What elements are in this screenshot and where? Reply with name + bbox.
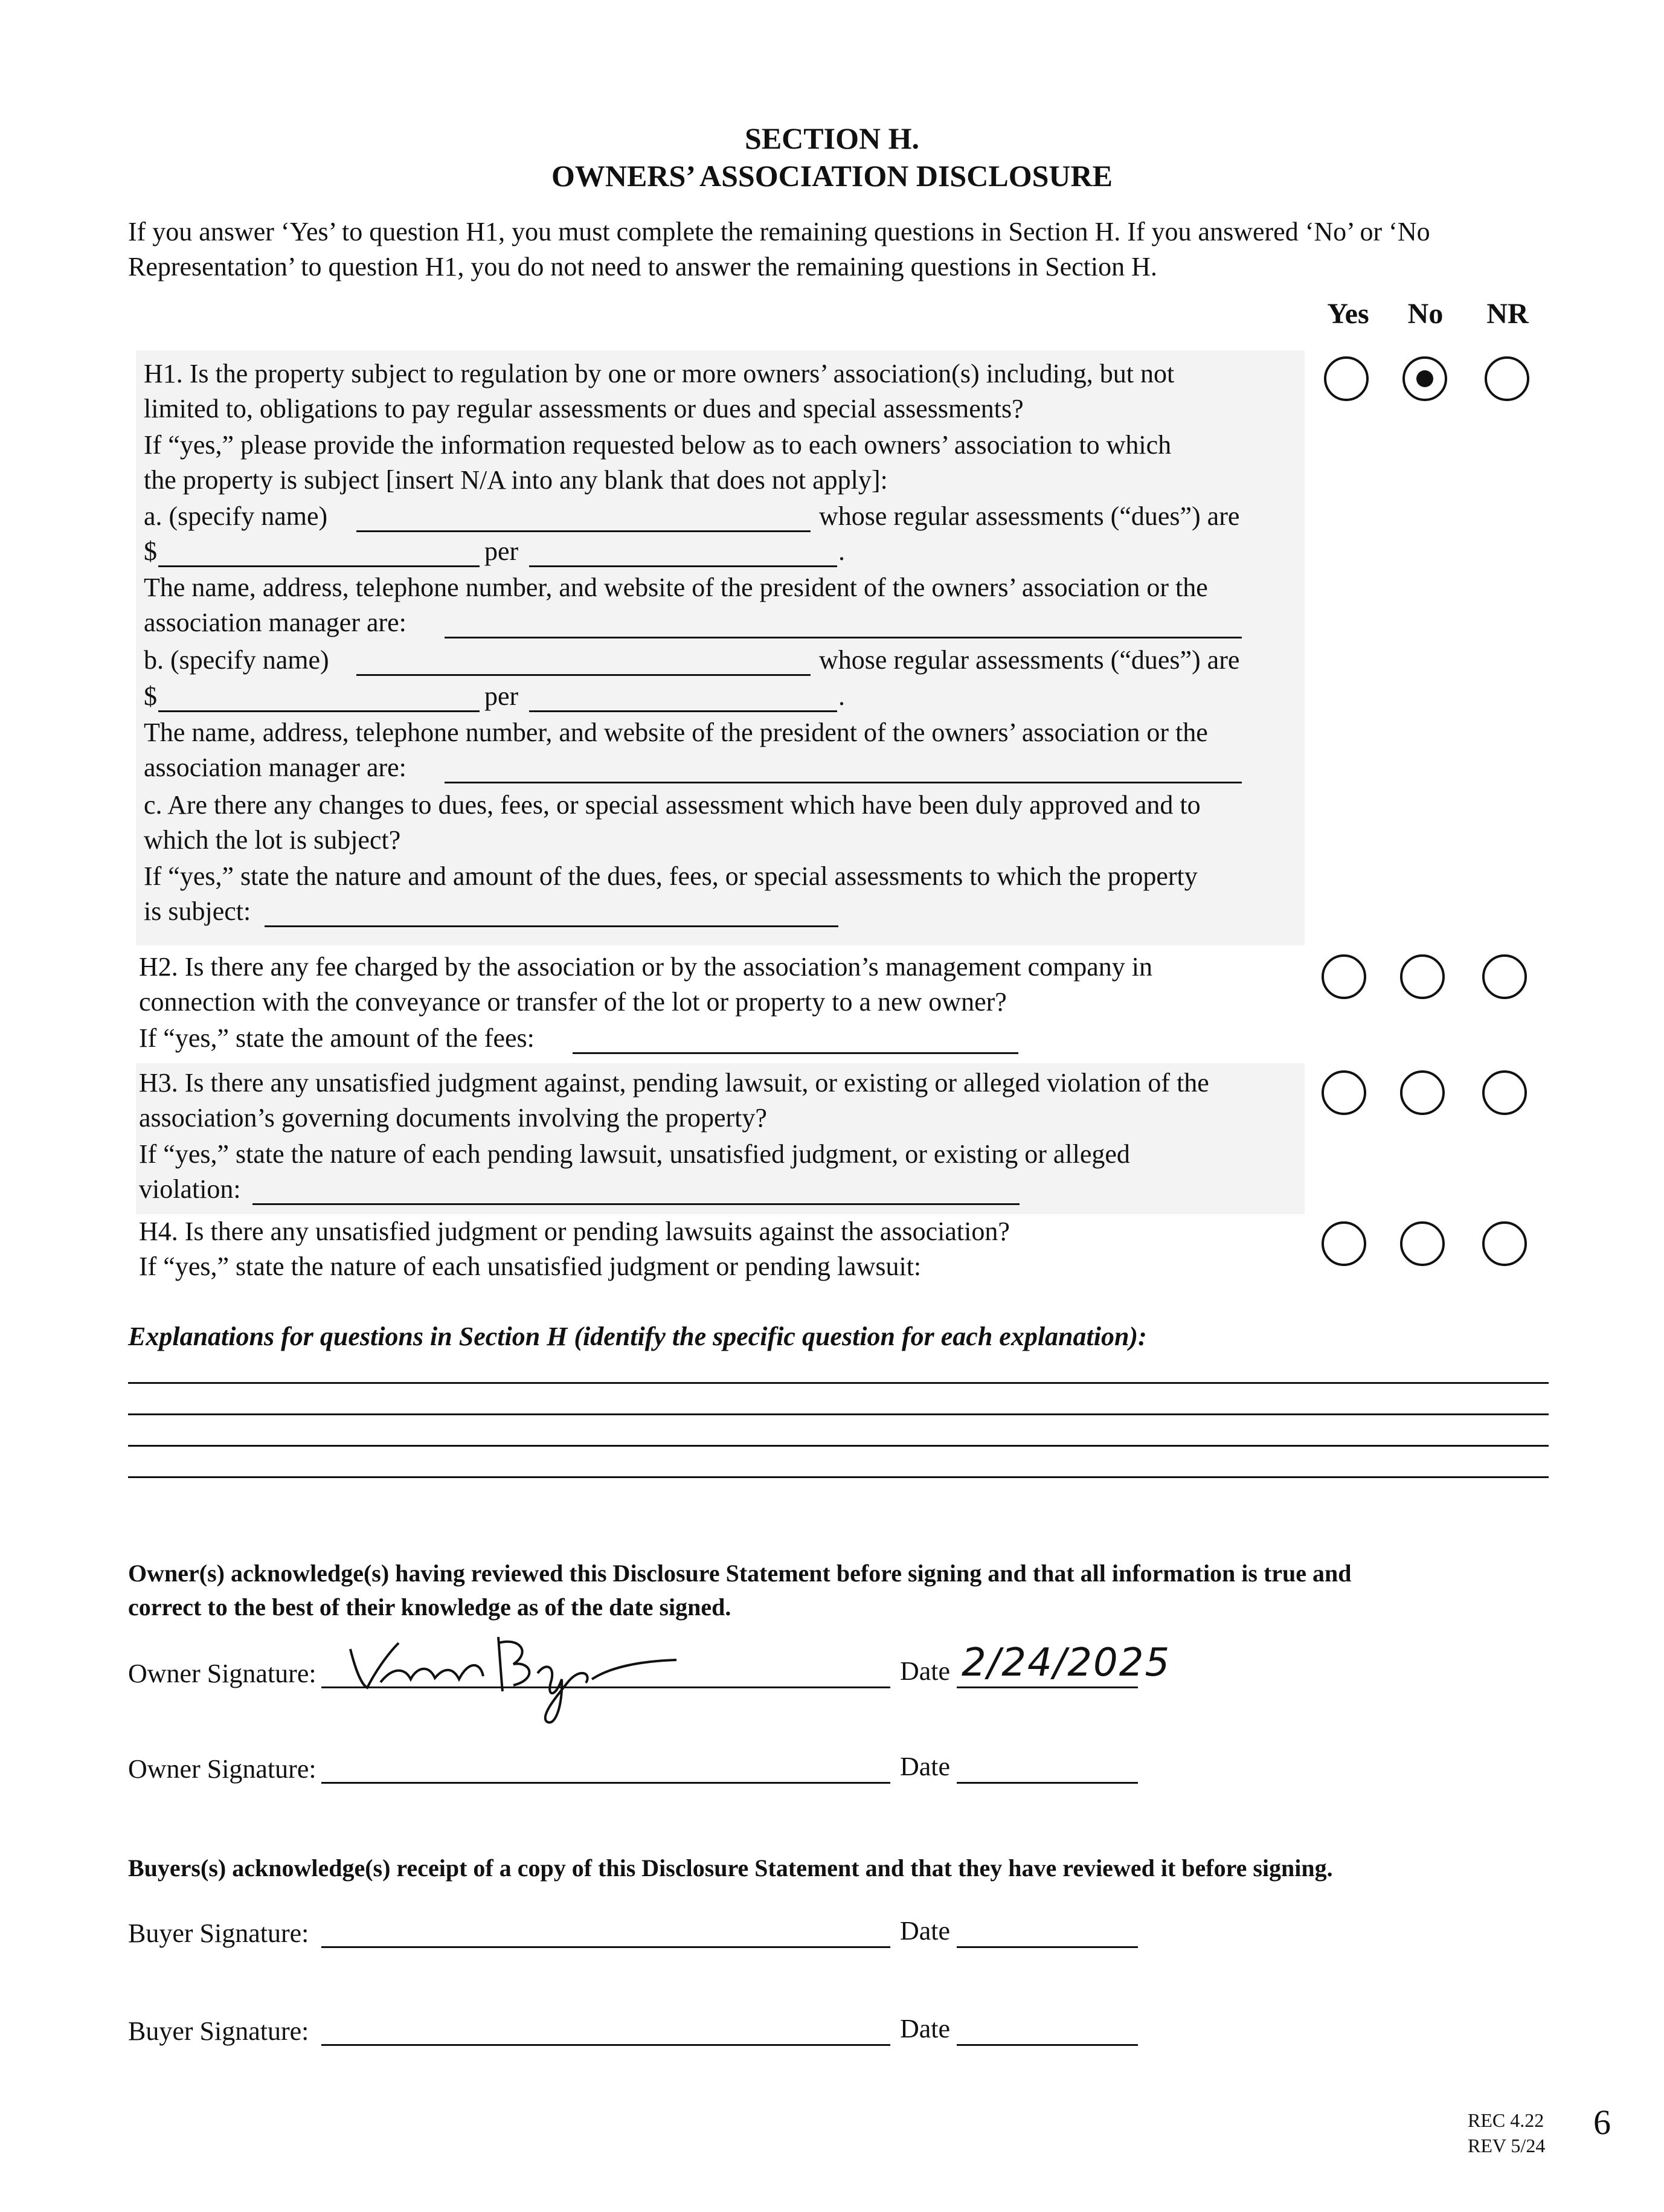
h1-b-name-field[interactable] [356, 674, 811, 676]
h4-no-radio[interactable] [1400, 1221, 1445, 1266]
h3-text-line1: H3. Is there any unsatisfied judgment against, pending lawsuit, or existing or alleged violation of the [139, 1068, 1209, 1098]
h1-b-contact-line1: The name, address, telephone number, and website of the president of the owners’ association or the [144, 718, 1208, 747]
h4-text-line2: If “yes,” state the nature of each unsatisfied judgment or pending lawsuit: [139, 1252, 922, 1281]
h4-nr-radio[interactable] [1482, 1221, 1527, 1266]
h2-text-line3: If “yes,” state the amount of the fees: [139, 1023, 535, 1053]
buyer-date-field-2[interactable] [957, 2044, 1138, 2046]
h1-a-dues-label: whose regular assessments (“dues”) are [819, 501, 1240, 531]
h1-b-per-label: per [484, 681, 519, 711]
owner-signature-label-1: Owner Signature: [128, 1659, 316, 1688]
section-title: SECTION H. [745, 121, 919, 155]
h1-b-period-mark: . [838, 681, 845, 711]
owner-signature-label-2: Owner Signature: [128, 1754, 316, 1784]
h1-a-contact-line1: The name, address, telephone number, and website of the president of the owners’ association or the [144, 573, 1208, 602]
explanations-label: Explanations for questions in Section H (identify the specific question for each explanation): [128, 1322, 1147, 1351]
h1-no-radio[interactable] [1402, 356, 1447, 401]
h1-a-contact-line2: association manager are: [144, 608, 406, 637]
owner-ack-line1: Owner(s) acknowledge(s) having reviewed this Disclosure Statement before signing and that all information is true and [128, 1560, 1352, 1587]
h1-c-line1: c. Are there any changes to dues, fees, or special assessment which have been duly approved and to [144, 790, 1201, 820]
h1-b-period-field[interactable] [529, 710, 837, 712]
h2-text-line1: H2. Is there any fee charged by the association or by the association’s management company in [139, 952, 1152, 982]
h1-a-dollar-sign: $ [144, 536, 157, 566]
column-header-no: No [1407, 298, 1444, 330]
owner-signature-field-2[interactable] [321, 1782, 890, 1784]
h4-yes-radio[interactable] [1322, 1221, 1366, 1266]
page-number: 6 [1593, 2103, 1611, 2142]
h3-nr-radio[interactable] [1482, 1070, 1527, 1115]
form-code: REC 4.22 [1468, 2109, 1544, 2131]
intro-text-line2: Representation’ to question H1, you do not need to answer the remaining questions in Section H. [128, 252, 1157, 281]
buyer-ack: Buyers(s) acknowledge(s) receipt of a copy of this Disclosure Statement and that they have reviewed it before signing. [128, 1854, 1333, 1882]
explanation-line-2[interactable] [128, 1413, 1549, 1415]
h1-c-field[interactable] [265, 925, 838, 927]
h1-b-contact-field[interactable] [445, 782, 1242, 783]
h2-text-line2: connection with the conveyance or transfer of the lot or property to a new owner? [139, 987, 1007, 1017]
h1-b-label: b. (specify name) [144, 645, 329, 675]
h4-text-line1: H4. Is there any unsatisfied judgment or pending lawsuits against the association? [139, 1217, 1010, 1246]
buyer-signature-field-2[interactable] [321, 2044, 890, 2046]
column-header-yes: Yes [1327, 298, 1369, 330]
h1-b-dues-label: whose regular assessments (“dues”) are [819, 645, 1240, 675]
owner-ack-line2: correct to the best of their knowledge as of the date signed. [128, 1593, 731, 1621]
h3-violation-field[interactable] [252, 1203, 1020, 1205]
buyer-signature-field-1[interactable] [321, 1946, 890, 1948]
h1-a-amount-field[interactable] [158, 565, 480, 567]
h2-yes-radio[interactable] [1322, 954, 1366, 999]
owner-date-field-2[interactable] [957, 1782, 1138, 1784]
buyer-date-label-2: Date [900, 2014, 951, 2043]
h1-yes-radio[interactable] [1324, 356, 1369, 401]
h2-fee-field[interactable] [573, 1052, 1018, 1054]
h1-text-line3: If “yes,” please provide the information requested below as to each owners’ association to which [144, 430, 1172, 460]
h1-c-line2: which the lot is subject? [144, 825, 401, 855]
h1-a-per-label: per [484, 536, 519, 566]
h1-nr-radio[interactable] [1485, 356, 1529, 401]
h1-b-dollar-sign: $ [144, 681, 157, 711]
h1-text-line2: limited to, obligations to pay regular assessments or dues and special assessments? [144, 394, 1024, 423]
h1-a-contact-field[interactable] [445, 637, 1242, 638]
h3-text-line2: association’s governing documents involving the property? [139, 1103, 767, 1133]
owner-date-label-2: Date [900, 1752, 951, 1781]
h1-text-line1: H1. Is the property subject to regulation by one or more owners’ association(s) including, but not [144, 359, 1175, 388]
h1-a-label: a. (specify name) [144, 501, 328, 531]
h1-c-line3: If “yes,” state the nature and amount of the dues, fees, or special assessments to which the property [144, 861, 1198, 891]
h3-no-radio[interactable] [1400, 1070, 1445, 1115]
buyer-date-label-1: Date [900, 1916, 951, 1946]
buyer-signature-label-1: Buyer Signature: [128, 1918, 309, 1948]
h3-yes-radio[interactable] [1322, 1070, 1366, 1115]
h1-no-selected-dot [1416, 370, 1433, 387]
explanation-line-1[interactable] [128, 1382, 1549, 1384]
h3-text-line3: If “yes,” state the nature of each pending lawsuit, unsatisfied judgment, or existing or alleged [139, 1139, 1130, 1169]
buyer-signature-label-2: Buyer Signature: [128, 2016, 309, 2046]
form-revision: REV 5/24 [1468, 2135, 1546, 2156]
intro-text-line1: If you answer ‘Yes’ to question H1, you must complete the remaining questions in Section H. If you answered ‘No’ or ‘No [128, 217, 1430, 246]
h1-a-period-field[interactable] [529, 565, 837, 567]
owner-signature-handwriting [338, 1625, 701, 1734]
h1-b-contact-line2: association manager are: [144, 753, 406, 782]
h1-text-line4: the property is subject [insert N/A into any blank that does not apply]: [144, 465, 888, 495]
owner-date-value: 2/24/2025 [962, 1641, 1171, 1685]
buyer-date-field-1[interactable] [957, 1946, 1138, 1948]
h3-text-line4: violation: [139, 1174, 241, 1204]
section-subtitle: OWNERS’ ASSOCIATION DISCLOSURE [551, 159, 1113, 193]
owner-date-label-1: Date [900, 1656, 951, 1686]
explanation-line-3[interactable] [128, 1445, 1549, 1447]
h2-no-radio[interactable] [1400, 954, 1445, 999]
h1-c-line4: is subject: [144, 896, 251, 926]
column-header-nr: NR [1486, 298, 1529, 330]
h1-a-name-field[interactable] [356, 530, 811, 532]
h1-b-amount-field[interactable] [158, 710, 480, 712]
explanation-line-4[interactable] [128, 1476, 1549, 1478]
h2-nr-radio[interactable] [1482, 954, 1527, 999]
h1-a-period-mark: . [838, 536, 845, 566]
owner-date-field-1[interactable] [957, 1686, 1138, 1688]
